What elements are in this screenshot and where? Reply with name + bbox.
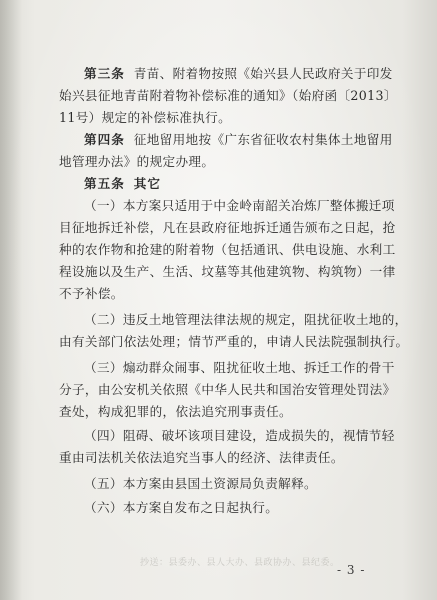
- article5-item1-line2: 目征地拆迁补偿，凡在县政府征地拆迁通告颁布之日起，抢: [59, 220, 396, 235]
- article3-heading: 第三条: [84, 66, 125, 81]
- article5-item1-line4: 程设施以及生产、生活、坟墓等其他建筑物、构筑物）一律: [59, 264, 396, 279]
- article5-item3-line1: （三）煽动群众闹事、阻扰征收土地、拆迁工作的骨干: [84, 360, 395, 375]
- article3-line2: 始兴县征地青苗附着物补偿标准的通知》（始府函〔2013〕: [59, 88, 397, 103]
- article5-title: 其它: [133, 176, 161, 191]
- article5-heading-line: [84, 176, 161, 192]
- article5-item5: （五）本方案由县国土资源局负责解释。: [84, 476, 317, 491]
- article3-line3: 11号）规定的补偿标准执行。: [59, 110, 232, 125]
- article5-item4-line1: （四）阻碍、破坏该项目建设，造成损失的，视情节轻: [84, 428, 395, 443]
- article5-item1-line5: 不予补偿。: [59, 286, 124, 301]
- scan-gutter-shadow: [0, 0, 22, 600]
- article5-item3-line3: 查处，构成犯罪的，依法追究刑事责任。: [59, 404, 292, 419]
- article5-item1-line1: （一）本方案只适用于中金岭南韶关冶炼厂整体搬迁项: [84, 198, 395, 213]
- article5-item4-line2: 重由司法机关依法追究当事人的经济、法律责任。: [59, 450, 344, 465]
- article4-line1: [84, 132, 393, 148]
- article3-line1: [84, 66, 393, 82]
- article4-text1: 征地留用地按《广东省征收农村集体土地留用: [133, 132, 393, 147]
- bleed-through-text: 抄送：县委办、县人大办、县政协办、县纪委。: [140, 558, 340, 568]
- article3-text1: 青苗、附着物按照《始兴县人民政府关于印发: [133, 66, 393, 81]
- article4-line2: 地管理办法》的规定办理。: [59, 154, 215, 169]
- page-number: - 3 -: [337, 563, 366, 577]
- article5-heading: 第五条: [84, 176, 125, 191]
- article5-item2-line1: （二）违反土地管理法律法规的规定，阻扰征收土地的，: [84, 312, 408, 327]
- article5-item1-line3: 种的农作物和抢建的附着物（包括通讯、供电设施、水利工: [59, 242, 396, 257]
- article5-item3-line2: 分子，由公安机关依照《中华人民共和国治安管理处罚法》: [59, 382, 396, 397]
- article5-item6: （六）本方案自发布之日起执行。: [84, 500, 279, 515]
- article4-heading: 第四条: [84, 132, 125, 147]
- article5-item2-line2: 由有关部门依法处理；情节严重的，申请人民法院强制执行。: [59, 334, 409, 349]
